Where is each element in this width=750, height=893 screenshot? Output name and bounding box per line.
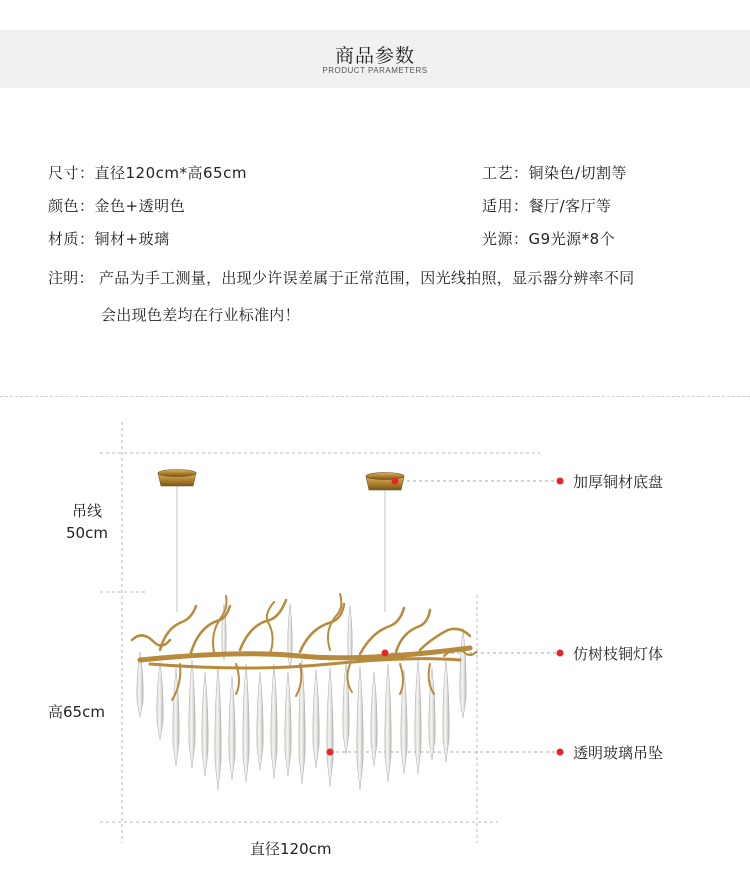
branch-body (132, 594, 476, 700)
param-usage: 适用：餐厅/客厅等 (482, 197, 612, 215)
section-title: 商品参数 (334, 45, 415, 67)
ceiling-canopy (158, 470, 404, 491)
height-label: 高65cm (48, 703, 105, 721)
note-line-2: 会出现色差均在行业标准内！ (101, 306, 300, 324)
param-color: 颜色：金色+透明色 (48, 197, 186, 215)
section-subtitle: PRODUCT PARAMETERS (322, 66, 428, 75)
wire-length-value: 50cm (66, 524, 108, 542)
param-craft: 工艺：铜染色/切割等 (482, 164, 628, 182)
suspension-wires (177, 485, 385, 612)
callout-pendant-label: 透明玻璃吊坠 (573, 744, 664, 762)
param-material: 材质：铜材+玻璃 (48, 230, 170, 248)
param-size: 尺寸：直径120cm*高65cm (48, 164, 247, 182)
note-line-1: 注明： 产品为手工测量，出现少许误差属于正常范围，因光线拍照，显示器分辨率不同 (48, 269, 635, 287)
wire-length-label: 吊线 (72, 502, 103, 520)
callout-body-label: 仿树枝铜灯体 (573, 645, 664, 663)
callout-base-label: 加厚铜材底盘 (573, 473, 664, 491)
param-light-source: 光源：G9光源*8个 (482, 230, 616, 248)
diameter-label: 直径120cm (250, 840, 332, 858)
glass-pendants (137, 604, 466, 790)
callout-label-dots (557, 478, 564, 756)
